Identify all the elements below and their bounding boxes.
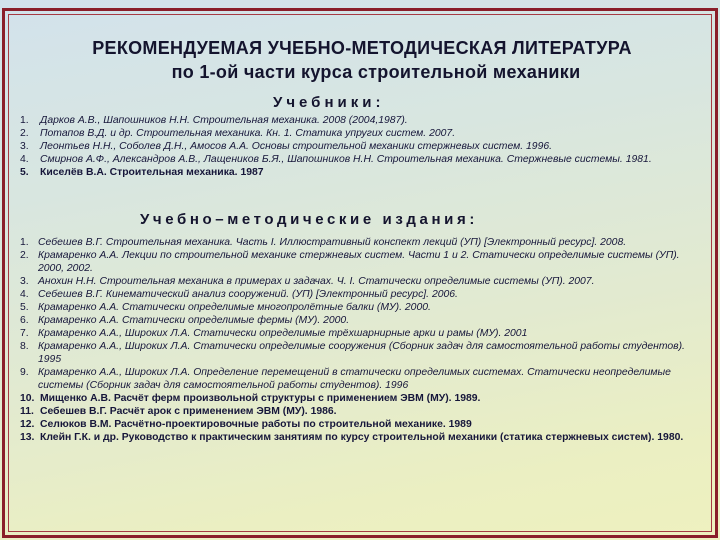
methodical-list	[20, 236, 710, 444]
item-number: 7.	[20, 328, 29, 339]
item-number: 9.	[20, 367, 29, 378]
list-item	[20, 431, 710, 444]
list-item	[20, 114, 700, 127]
list-item	[20, 236, 710, 249]
list-item	[20, 166, 700, 179]
item-number: 5.	[20, 167, 29, 178]
item-number: 13.	[20, 432, 35, 443]
list-item	[20, 392, 710, 405]
item-text: Потапов В.Д. и др. Строительная механика. Кн. 1. Статика упругих систем. 2007.	[40, 128, 456, 139]
item-number: 4.	[20, 154, 29, 165]
item-text: Клейн Г.К. и др. Руководство к практическим занятиям по курсу строительной механики (статика стержневых систем). 1980.	[40, 432, 684, 443]
item-number: 11.	[20, 406, 34, 417]
item-number: 3.	[20, 141, 29, 152]
item-number: 6.	[20, 315, 29, 326]
item-text: Дарков А.В., Шапошников Н.Н. Строительная механика. 2008 (2004,1987).	[40, 115, 408, 126]
item-text: Киселёв В.А. Строительная механика. 1987	[40, 167, 264, 178]
item-text: Леонтьев Н.Н., Соболев Д.Н., Амосов А.А. Основы строительной механики стержневых систем. 1996.	[40, 141, 553, 152]
textbooks-heading: Учебники:	[273, 94, 385, 111]
item-text: Крамаренко А.А., Широких Л.А. Статически определимые трёхшарнирные арки и рамы (МУ). 2001	[38, 328, 528, 339]
item-number: 1.	[20, 115, 29, 126]
item-text: Себешев В.Г. Расчёт арок с применением ЭВМ (МУ). 1986.	[40, 406, 337, 417]
item-text: Крамаренко А.А. Лекции по строительной механике стержневых систем. Части 1 и 2. Статически определимые системы (УП). 2000, 2002.	[38, 250, 680, 274]
item-number: 12.	[20, 419, 35, 430]
item-number: 3.	[20, 276, 29, 287]
list-item	[20, 340, 710, 366]
list-item	[20, 140, 700, 153]
list-item	[20, 275, 710, 288]
item-text: Крамаренко А.А., Широких Л.А. Статически определимые сооружения (Сборник задач для самостоятельной работы студентов). 1995	[38, 341, 685, 365]
list-item	[20, 301, 710, 314]
list-item	[20, 327, 710, 340]
list-item	[20, 314, 710, 327]
methodical-heading: Учебно–методические издания:	[140, 211, 478, 228]
item-text: Крамаренко А.А. Статически определимые фермы (МУ). 2000.	[38, 315, 350, 326]
title-line-1: РЕКОМЕНДУЕМАЯ УЧЕБНО-МЕТОДИЧЕСКАЯ ЛИТЕРАТУРА	[92, 38, 632, 58]
item-number: 10.	[20, 393, 35, 404]
item-text: Анохин Н.Н. Строительная механика в примерах и задачах. Ч. I. Статически определимые системы (УП). 2007.	[38, 276, 595, 287]
item-number: 2.	[20, 250, 29, 261]
list-item	[20, 418, 710, 431]
item-text: Селюков В.М. Расчётно-проектировочные работы по строительной механике. 1989	[40, 419, 472, 430]
list-item	[20, 127, 700, 140]
list-item	[20, 249, 710, 275]
item-text: Крамаренко А.А., Широких Л.А. Определение перемещений в статически определимых системах. Статически неопределимые системы (Сборник задач для самостоятельной работы студентов). 1996	[38, 367, 671, 391]
textbooks-list	[20, 114, 700, 179]
slide-title	[0, 36, 720, 84]
title-line-2: по 1-ой части курса строительной механики	[171, 62, 581, 82]
list-item	[20, 153, 700, 166]
item-text: Смирнов А.Ф., Александров А.В., Лащеников Б.Я., Шапошников Н.Н. Строительная механика. Стержневые системы. 1981.	[40, 154, 652, 165]
list-item	[20, 366, 710, 392]
item-text: Крамаренко А.А. Статически определимые многопролётные балки (МУ). 2000.	[38, 302, 431, 313]
item-number: 1.	[20, 237, 29, 248]
item-number: 5.	[20, 302, 29, 313]
list-item	[20, 288, 710, 301]
item-number: 8.	[20, 341, 29, 352]
item-text: Себешев В.Г. Кинематический анализ сооружений. (УП) [Электронный ресурс]. 2006.	[38, 289, 458, 300]
item-number: 4.	[20, 289, 29, 300]
list-item	[20, 405, 710, 418]
item-text: Себешев В.Г. Строительная механика. Часть I. Иллюстративный конспект лекций (УП) [Электронный ресурс]. 2008.	[38, 237, 627, 248]
item-number: 2.	[20, 128, 29, 139]
item-text: Мищенко А.В. Расчёт ферм произвольной структуры с применением ЭВМ (МУ). 1989.	[40, 393, 481, 404]
